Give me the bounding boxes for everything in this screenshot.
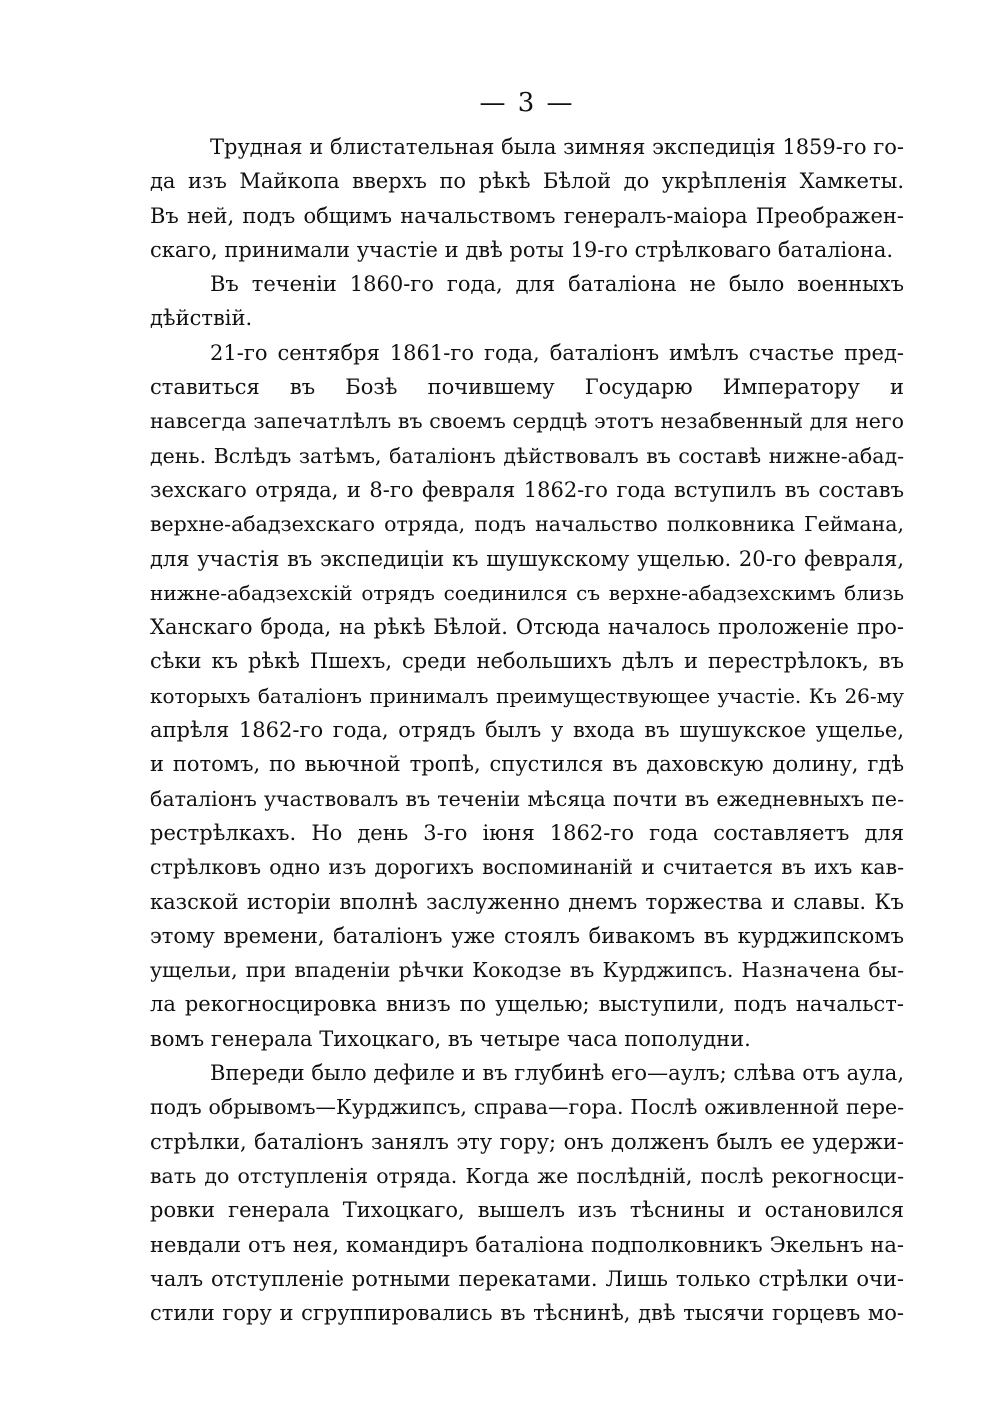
text-line: ущельи, при впаденіи рѣчки Кокодзе въ Курджипсъ. Назначена бы- [150, 958, 904, 983]
text-line: чалъ отступленіе ротными перекатами. Лишь только стрѣлки очи- [150, 1266, 904, 1291]
text-line: сѣки къ рѣкѣ Пшехъ, среди небольшихъ дѣлъ и перестрѣлокъ, въ [150, 649, 904, 674]
text-line: этому времени, баталіонъ уже стоялъ бивакомъ въ курджипскомъ [150, 923, 904, 948]
text-line: зехскаго отряда, и 8-го февраля 1862-го года вступилъ въ составъ [150, 477, 904, 502]
text-line: стрѣлковъ одно изъ дорогихъ воспоминаній и считается въ ихъ кав- [150, 855, 904, 880]
text-line: Въ ней, подъ общимъ начальствомъ генералъ-маіора Преображен- [150, 203, 904, 228]
text-line: день. Вслѣдъ затѣмъ, баталіонъ дѣйствовалъ въ составѣ нижне-абад- [150, 443, 904, 468]
text-line: ла рекогносцировка внизъ по ущелью; выступили, подъ начальст- [150, 992, 904, 1017]
text-line: и потомъ, по вьючной тропѣ, спустился въ даховскую долину, гдѣ [150, 752, 904, 777]
text-line: ровки генерала Тихоцкаго, вышелъ изъ тѣснины и остановился [150, 1198, 904, 1223]
text-line: да изъ Майкопа вверхъ по рѣкѣ Бѣлой до укрѣпленія Хамкеты. [150, 169, 904, 194]
text-line: Ханскаго брода, на рѣкѣ Бѣлой. Отсюда началось проложеніе про- [150, 615, 904, 640]
text-line: дѣйствій. [150, 306, 253, 331]
text-line: подъ обрывомъ—Курджипсъ, справа—гора. Послѣ оживленной пере- [150, 1095, 904, 1120]
text-line: стрѣлки, баталіонъ занялъ эту гору; онъ долженъ былъ ее удержи- [150, 1129, 904, 1154]
text-line: вать до отступленія отряда. Когда же послѣдній, послѣ рекогносци- [150, 1163, 904, 1188]
text-line: Въ теченіи 1860-го года, для баталіона не было военныхъ [210, 272, 904, 297]
text-line: нижне-абадзехскій отрядъ соединился съ верхне-абадзехскимъ близь [150, 580, 904, 605]
text-line: вомъ генерала Тихоцкаго, въ четыре часа пополудни. [150, 1026, 751, 1051]
text-line: казской исторіи вполнѣ заслуженно днемъ торжества и славы. Къ [150, 889, 904, 914]
text-line: верхне-абадзехскаго отряда, подъ начальство полковника Геймана, [150, 512, 904, 537]
text-line: стили гору и сгруппировались въ тѣснинѣ, двѣ тысячи горцевъ мо- [150, 1301, 904, 1326]
text-line: невдали отъ нея, командиръ баталіона подполковникъ Экельнъ на- [150, 1232, 904, 1257]
text-line: скаго, принимали участіе и двѣ роты 19-го стрѣлковаго баталіона. [150, 237, 894, 262]
text-line: навсегда запечатлѣлъ въ своемъ сердцѣ этотъ незабвенный для него [150, 409, 904, 434]
text-line: баталіонъ участвовалъ въ теченіи мѣсяца почти въ ежедневныхъ пе- [150, 786, 904, 811]
page-number-header: — 3 — [479, 88, 575, 118]
text-line: для участія въ экспедиціи къ шушукскому ущелью. 20-го февраля, [150, 546, 904, 571]
text-line: рестрѣлкахъ. Но день 3-го іюня 1862-го года составляетъ для [150, 820, 904, 845]
text-line: 21-го сентября 1861-го года, баталіонъ имѣлъ счастье пред- [210, 340, 904, 365]
text-line: которыхъ баталіонъ принималъ преимуществующее участіе. Къ 26-му [150, 683, 904, 708]
text-line: апрѣля 1862-го года, отрядъ былъ у входа въ шушукское ущелье, [150, 718, 904, 743]
text-line: Трудная и блистательная была зимняя экспедиція 1859-го го- [210, 135, 904, 159]
text-line: ставиться въ Бозѣ почившему Государю Императору и [150, 375, 904, 400]
text-line: Впереди было дефиле и въ глубинѣ его—аулъ; слѣва отъ аула, [210, 1061, 904, 1086]
body-text [150, 130, 904, 1330]
book-page [150, 86, 904, 1330]
